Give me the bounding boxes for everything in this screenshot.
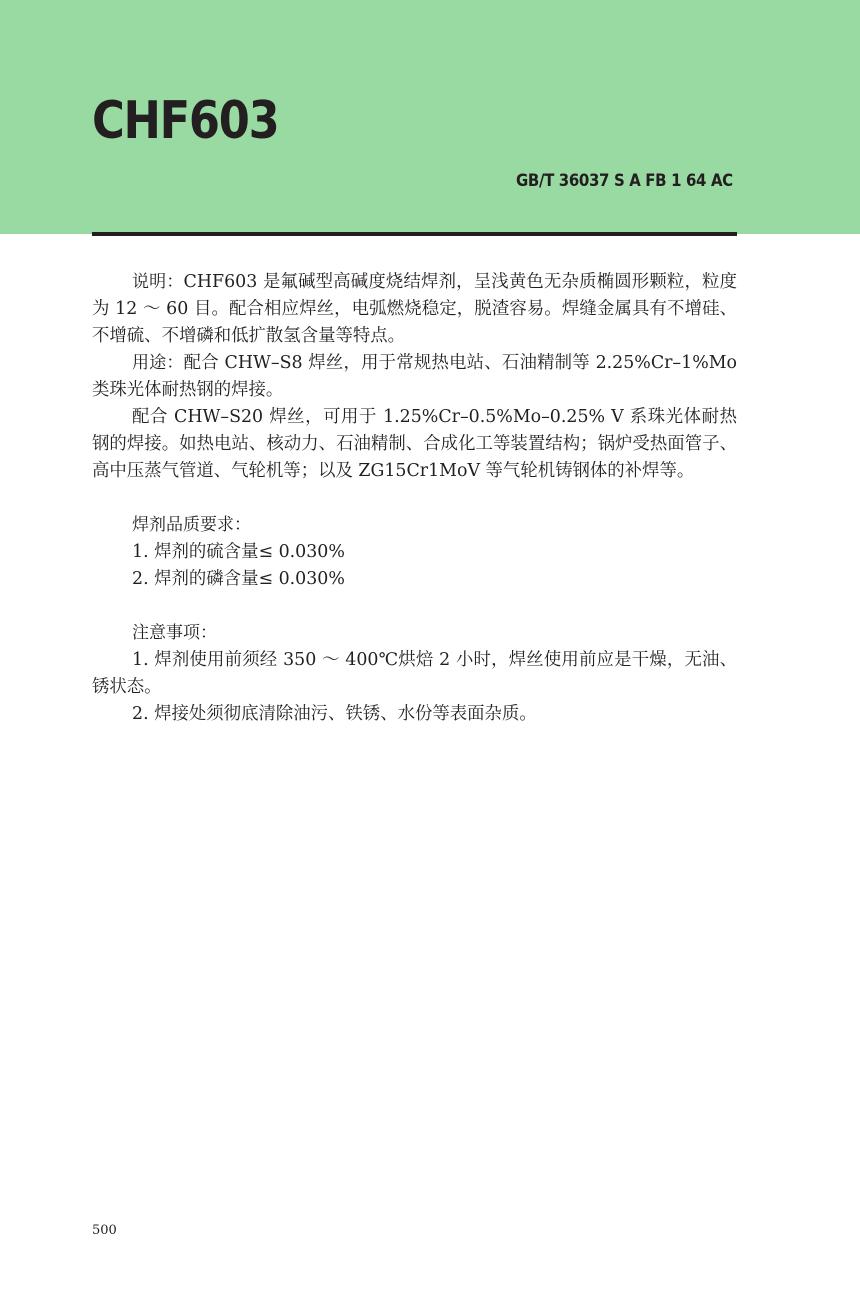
header-divider <box>92 232 737 236</box>
section-spacer <box>92 485 737 512</box>
standard-code: GB/T 36037 S A FB 1 64 AC <box>516 171 733 191</box>
product-title: CHF603 <box>92 91 279 151</box>
description-paragraph <box>92 269 737 350</box>
header-banner <box>0 0 860 234</box>
section-spacer <box>92 593 737 620</box>
quality-heading: 焊剂品质要求： <box>132 515 251 535</box>
notes-heading: 注意事项： <box>132 623 217 643</box>
usage-paragraph <box>92 350 737 404</box>
main-content <box>92 269 737 728</box>
notes-item: 1. 焊剂使用前须经 350 ～ 400℃烘焙 2 小时，焊丝使用前应是干燥，无油、锈状态。 <box>92 650 737 697</box>
usage-paragraph-2: 配合 CHW–S20 焊丝，可用于 1.25%Cr–0.5%Mo–0.25% V 系珠光体耐热钢的焊接。如热电站、核动力、石油精制、合成化工等装置结构；锅炉受热面管子、高中压蒸气管道、气轮机等；以及 ZG15Cr1MoV 等气轮机铸钢体的补焊等。 <box>92 407 737 481</box>
description-label: 说明： <box>132 272 184 292</box>
usage-text: 配合 CHW–S8 焊丝，用于常规热电站、石油精制等 2.25%Cr–1%Mo 类珠光体耐热钢的焊接。 <box>92 353 737 400</box>
notes-item: 2. 焊接处须彻底清除油污、铁锈、水份等表面杂质。 <box>132 704 537 724</box>
quality-item: 1. 焊剂的硫含量≤ 0.030% <box>132 542 345 562</box>
quality-item: 2. 焊剂的磷含量≤ 0.030% <box>132 569 345 589</box>
description-text: CHF603 是氟碱型高碱度烧结焊剂，呈浅黄色无杂质椭圆形颗粒，粒度为 12 ～ 60 目。配合相应焊丝，电弧燃烧稳定，脱渣容易。焊缝金属具有不增硅、不增硫、不增磷和低扩散氢含量等特点。 <box>92 272 738 346</box>
usage-label: 用途： <box>132 353 184 373</box>
page-number: 500 <box>92 1223 117 1238</box>
